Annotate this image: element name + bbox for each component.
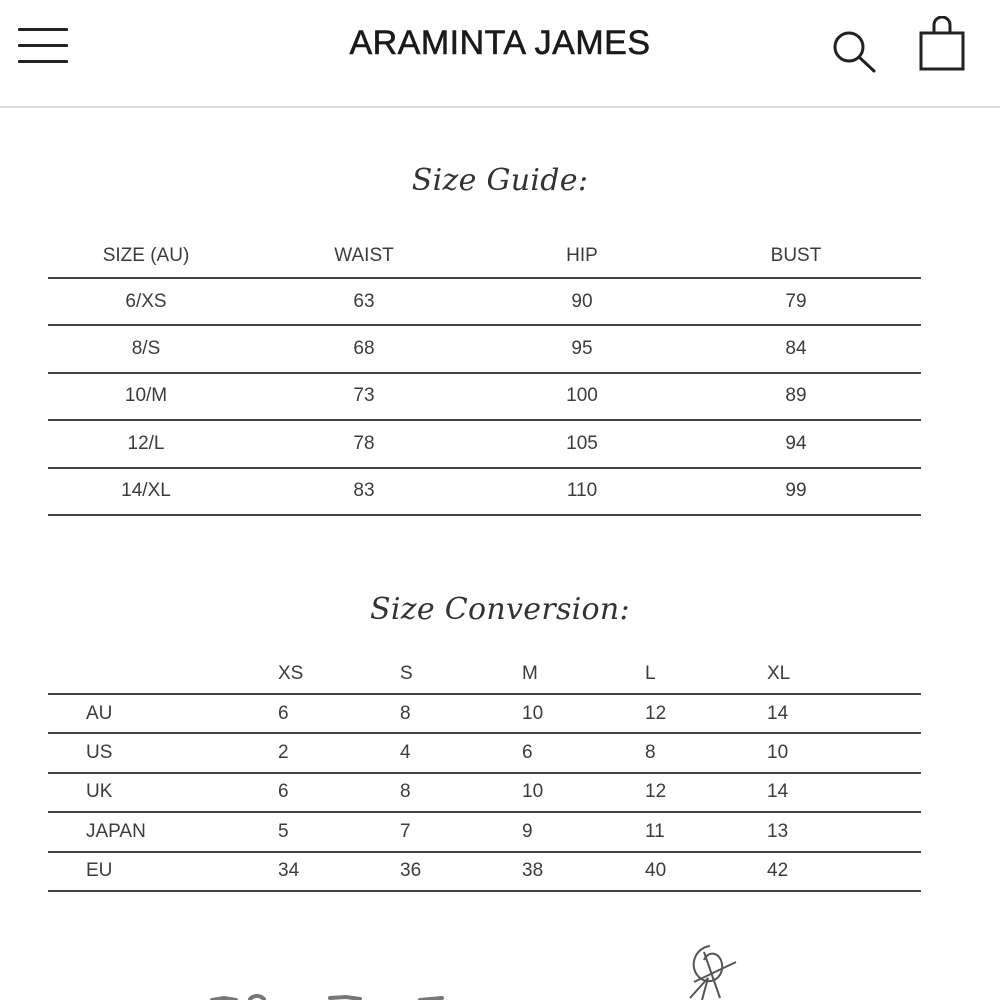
table-cell: US (86, 742, 113, 764)
table-cell: 100 (566, 385, 598, 407)
column-header: WAIST (334, 244, 394, 266)
table-row (48, 695, 921, 734)
table-cell: EU (86, 860, 113, 882)
table-cell: JAPAN (86, 820, 146, 842)
table-cell: 6 (522, 742, 533, 764)
table-cell: 6/XS (125, 290, 167, 312)
table-cell: 68 (353, 338, 375, 360)
table-cell: UK (86, 781, 113, 803)
site-header (0, 0, 1000, 108)
table-cell: 38 (522, 860, 544, 882)
table-cell: 6 (278, 781, 289, 803)
table-cell: 2 (278, 742, 289, 764)
table-cell: 105 (566, 432, 598, 454)
table-cell: 63 (353, 290, 375, 312)
table-row (48, 774, 921, 813)
table-cell: 12 (645, 702, 667, 724)
table-cell: 4 (400, 742, 411, 764)
table-cell: 84 (785, 338, 807, 360)
column-header: S (400, 663, 413, 684)
table-cell: AU (86, 702, 113, 724)
size-conversion-table (48, 655, 921, 892)
table-cell: 79 (785, 290, 807, 312)
table-cell: 10 (767, 742, 789, 764)
table-row (48, 374, 921, 421)
table-cell: 34 (278, 860, 300, 882)
table-row (48, 853, 921, 892)
table-cell: 36 (400, 860, 422, 882)
table-cell: 14 (767, 781, 789, 803)
shopping-bag-icon[interactable] (915, 16, 969, 74)
table-cell: 8 (400, 781, 411, 803)
table-row (48, 469, 921, 516)
table-row (48, 421, 921, 468)
brand-logo[interactable]: ARAMINTA JAMES (349, 24, 651, 62)
table-cell: 8 (400, 702, 411, 724)
table-cell: 73 (353, 385, 375, 407)
table-cell: 6 (278, 702, 289, 724)
table-row (48, 734, 921, 773)
table-cell: 12/L (127, 432, 165, 454)
column-header: L (645, 663, 656, 684)
table-cell: 13 (767, 820, 789, 842)
table-cell: 11 (645, 820, 665, 842)
table-header-row (48, 655, 921, 695)
table-cell: 14/XL (121, 480, 171, 502)
table-cell: 110 (566, 480, 598, 502)
size-guide-table (48, 234, 921, 516)
table-cell: 90 (571, 290, 593, 312)
table-cell: 12 (645, 781, 667, 803)
table-cell: 94 (785, 432, 807, 454)
table-cell: 5 (278, 820, 289, 842)
table-cell: 99 (785, 480, 807, 502)
table-cell: 10 (522, 702, 544, 724)
size-conversion-title: Size Conversion: (370, 592, 630, 627)
table-cell: 8 (645, 742, 656, 764)
table-cell: 40 (645, 860, 667, 882)
column-header: XS (278, 663, 304, 684)
signature-illustration (680, 938, 750, 1000)
size-guide-title: Size Guide: (411, 163, 589, 198)
table-cell: 78 (353, 432, 375, 454)
column-header: SIZE (AU) (102, 244, 190, 266)
column-header: BUST (770, 244, 822, 266)
table-row (48, 326, 921, 373)
table-row (48, 279, 921, 326)
table-header-row (48, 234, 921, 279)
column-header (86, 655, 236, 693)
table-cell: 9 (522, 820, 533, 842)
footer-script-text (210, 975, 470, 1000)
column-header: XL (767, 663, 791, 684)
table-cell: 10 (522, 781, 544, 803)
table-cell: 89 (785, 385, 807, 407)
table-cell: 42 (767, 860, 789, 882)
table-row (48, 813, 921, 852)
table-cell: 83 (353, 480, 375, 502)
search-icon[interactable] (828, 26, 880, 76)
table-cell: 8/S (131, 338, 161, 360)
column-header: HIP (566, 244, 598, 266)
table-cell: 7 (400, 820, 411, 842)
table-cell: 95 (571, 338, 593, 360)
table-cell: 10/M (124, 385, 168, 407)
table-cell: 14 (767, 702, 789, 724)
column-header: M (522, 663, 538, 684)
